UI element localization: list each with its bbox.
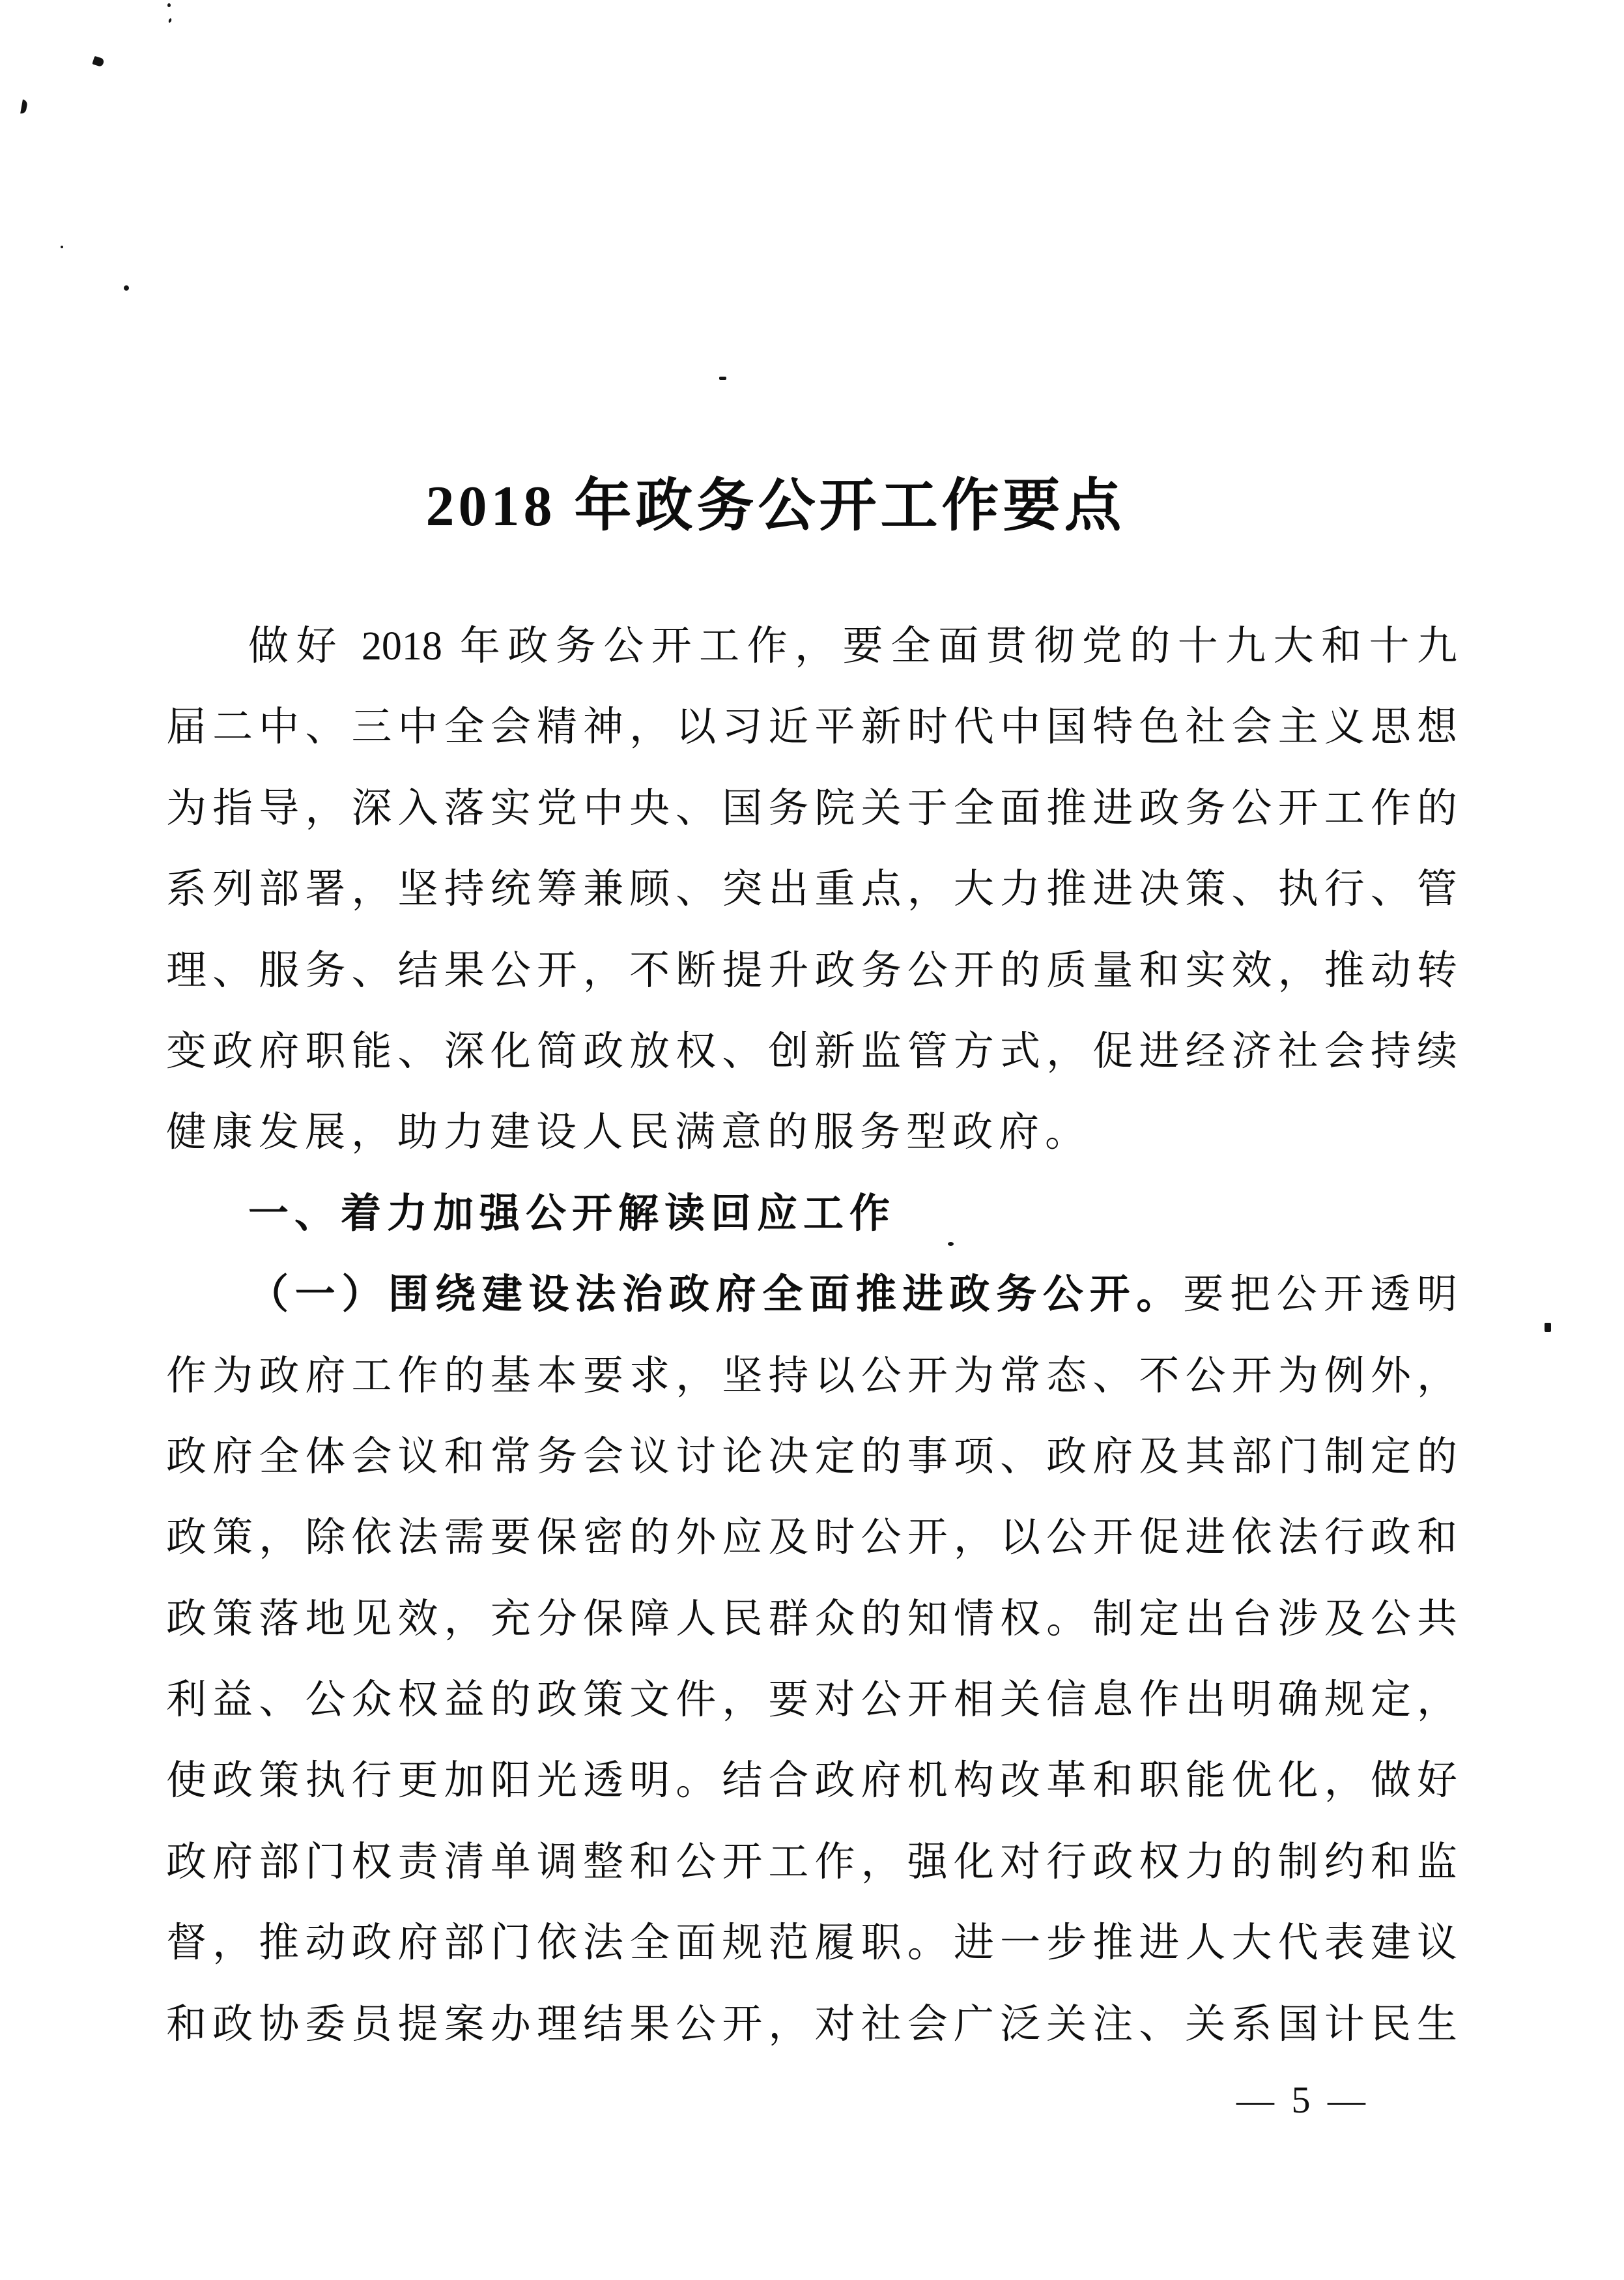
paragraph1-line: 系列部署，坚持统筹兼顾、突出重点，大力推进决策、执行、管 <box>166 867 1457 912</box>
scan-speck <box>123 285 130 292</box>
scan-speck <box>168 18 172 23</box>
paragraph2-line: 政府全体会议和常务会议讨论决定的事项、政府及其部门制定的 <box>166 1434 1457 1479</box>
scan-speck <box>167 3 171 7</box>
scan-speck <box>61 246 63 248</box>
scan-speck <box>20 99 28 114</box>
paragraph2-line: 政策落地见效，充分保障人民群众的知情权。制定出台涉及公共 <box>166 1596 1457 1641</box>
paragraph2-lead-rest: 要把公开透明 <box>1183 1273 1457 1318</box>
page-number: — 5 — <box>1236 2079 1369 2121</box>
paragraph2-lead-line <box>166 1254 1457 1335</box>
paragraph2-lead-bold: （一）围绕建设法治政府全面推进政务公开。 <box>248 1272 1184 1318</box>
paragraph2-line: 利益、公众权益的政策文件，要对公开相关信息作出明确规定， <box>166 1678 1457 1723</box>
document-title: 2018 年政务公开工作要点 <box>425 475 1126 538</box>
paragraph1-line: 理、服务、结果公开，不断提升政务公开的质量和实效，推动转 <box>166 948 1457 993</box>
paragraph2-line: 使政策执行更加阳光透明。结合政府机构改革和职能优化，做好 <box>166 1759 1457 1804</box>
paragraph2-line: 政策，除依法需要保密的外应及时公开，以公开促进依法行政和 <box>166 1516 1457 1561</box>
paragraph2-line: 和政协委员提案办理结果公开，对社会广泛关注、关系国计民生 <box>166 2002 1457 2047</box>
section1-heading: 一、着力加强公开解读回应工作 <box>248 1191 896 1236</box>
document-body <box>166 606 1457 2065</box>
paragraph1-line: 做好 2018 年政务公开工作，要全面贯彻党的十九大和十九 <box>248 624 1457 669</box>
paragraph2-line: 政府部门权责清单调整和公开工作，强化对行政权力的制约和监 <box>166 1840 1457 1884</box>
scan-speck <box>1545 1323 1551 1332</box>
paragraph2-line: 督，推动政府部门依法全面规范履职。进一步推进人大代表建议 <box>166 1921 1457 1966</box>
paragraph1-line: 变政府职能、深化简政放权、创新监管方式，促进经济社会持续 <box>166 1029 1457 1074</box>
paragraph1-line: 健康发展，助力建设人民满意的服务型政府。 <box>166 1110 1092 1155</box>
paragraph1-line: 为指导，深入落实党中央、国务院关于全面推进政务公开工作的 <box>166 786 1457 831</box>
paragraph1-line: 届二中、三中全会精神，以习近平新时代中国特色社会主义思想 <box>166 705 1457 750</box>
scan-speck <box>948 1242 954 1246</box>
scan-speck <box>719 377 726 380</box>
paragraph2-line: 作为政府工作的基本要求，坚持以公开为常态、不公开为例外， <box>166 1353 1457 1398</box>
scan-speck <box>92 56 104 67</box>
